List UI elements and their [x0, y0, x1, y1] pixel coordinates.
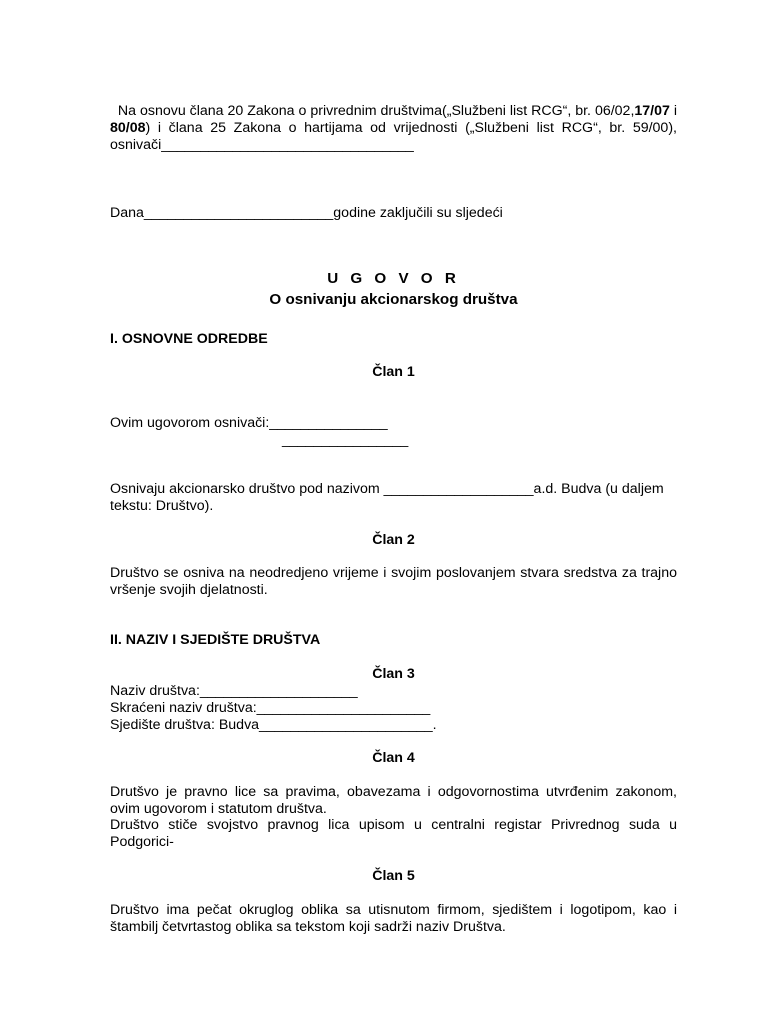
clan-1-paragraph: Osnivaju akcionarsko društvo pod nazivom ___________________a.d. Budva (u daljem tekstu: Društvo). — [110, 481, 664, 514]
clan-1-heading: Član 1 — [372, 364, 415, 380]
clan-2-paragraph: Društvo se osniva na neodredjeno vrijeme i svojim poslovanjem stvara sredstva za trajno vršenje svojih djelatnosti. — [110, 565, 677, 598]
intro-text-3: ) i člana 25 Zakona o hartijama od vrijednosti („Službeni list RCG“, br. 59/00), osnivači________________________________ — [110, 119, 677, 153]
clan-1-line-2 — [110, 432, 677, 449]
clan-3-line-2: Skraćeni naziv društva:______________________ — [110, 700, 431, 716]
intro-text-1: Na osnovu člana 20 Zakona o privrednim društvima(„Službeni list RCG“, br. 06/02, — [117, 103, 635, 119]
clan-4-paragraph-1: Drutšvo je pravno lice sa pravima, obavezama i odgovornostima utvrđenim zakonom, ovim ugovorom i statutom društva. — [110, 784, 677, 817]
clan-4-heading: Član 4 — [372, 750, 415, 766]
document-title: U G O V O R — [327, 270, 460, 287]
clan-3-line-3: Sjedište društva: Budva______________________. — [110, 717, 437, 733]
intro-bold-2: 80/08 — [110, 119, 146, 136]
intro-text-2: i — [669, 103, 677, 119]
clan-4-paragraph-2: Društvo stiče svojstvo pravnog lica upisom u centralni registar Privrednog suda u Podgorici- — [110, 817, 677, 850]
clan-3-heading: Član 3 — [372, 666, 415, 682]
clan-2-heading: Član 2 — [372, 532, 415, 548]
date-line: Dana________________________godine zaključili su sljedeći — [110, 205, 503, 221]
intro-paragraph — [110, 103, 677, 154]
clan-1-line-1: Ovim ugovorom osnivači:_______________ — [110, 415, 388, 431]
section-heading-2: II. NAZIV I SJEDIŠTE DRUŠTVA — [110, 632, 321, 648]
document-subtitle: O osnivanju akcionarskog društva — [269, 291, 518, 308]
clan-5-heading: Član 5 — [372, 868, 415, 884]
intro-bold-1: 17/07 — [634, 103, 670, 119]
section-heading-1: I. OSNOVNE ODREDBE — [110, 331, 268, 347]
clan-1-line-2-text: ________________ — [282, 432, 409, 448]
clan-5-paragraph: Društvo ima pečat okruglog oblika sa utisnutom firmom, sjedištem i logotipom, kao i štambilj četvrtastog oblika sa tekstom koji sadrži naziv Društva. — [110, 902, 677, 935]
clan-3-line-1: Naziv društva:____________________ — [110, 683, 358, 699]
